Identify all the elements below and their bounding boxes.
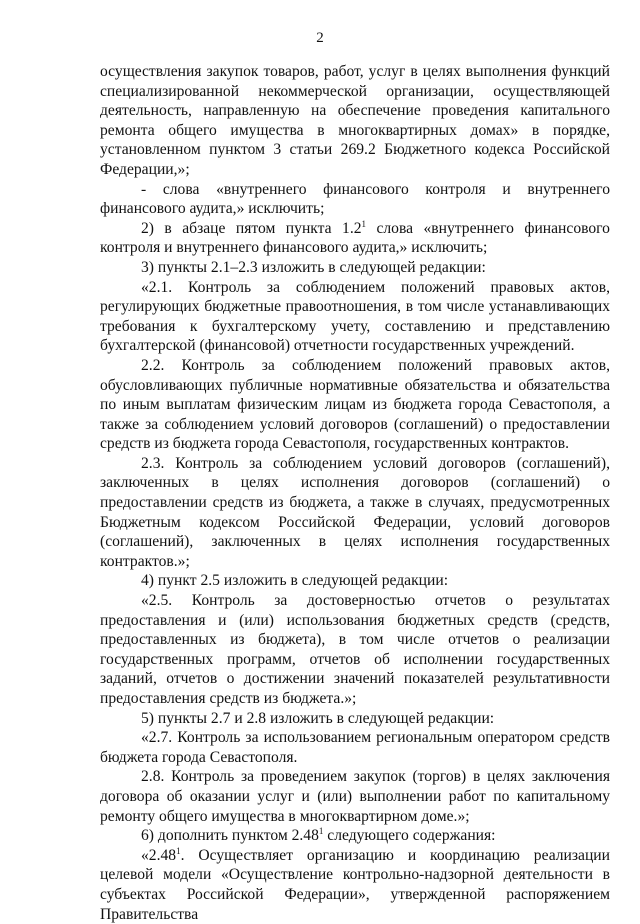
item-2-superscript: 1 <box>361 218 367 229</box>
paragraph-item-5: 5) пункты 2.7 и 2.8 изложить в следующей редакции: <box>141 709 495 727</box>
paragraph-clause-2-1: «2.1. Контроль за соблюдением положений правовых актов, регулирующих бюджетные правоотношения, в том числе устанавливающих требования к бухгалтерскому учету, составлению и представлению бухгалтерской (финансовой) отчетности государственных учреждений. <box>100 278 610 355</box>
paragraph-item-4: 4) пункт 2.5 изложить в следующей редакции: <box>141 572 449 590</box>
paragraph-clause-2-3: 2.3. Контроль за соблюдением условий договоров (соглашений), заключенных в целях исполнения договоров (соглашений) о предоставлении средств из бюджета, а также в случаях, предусмотренных Бюджетным кодексом Российской Федерации, условий договоров (соглашений), заключенных в целях исполнения государственных контрактов.»; <box>100 454 610 570</box>
item-2-text-after: слова «внутреннего финансового контроля и внутреннего финансового аудита,» исключить; <box>100 219 610 257</box>
item-6-text-after: следующего содержания: <box>323 827 496 845</box>
paragraph-item-2 <box>100 219 610 258</box>
document-body <box>100 62 610 924</box>
paragraph-clause-2-8: 2.8. Контроль за проведением закупок (торгов) в целях заключения договора об оказании услуг и (или) выполнении работ по капитальному ремонту общего имущества в многоквартирном доме.»; <box>100 768 610 825</box>
paragraph-item-3: 3) пункты 2.1–2.3 изложить в следующей редакции: <box>141 258 486 276</box>
paragraph-item-6 <box>100 826 610 846</box>
paragraph-clause-2-48-1 <box>100 846 610 924</box>
paragraph-words-internal-control: - слова «внутреннего финансового контроля и внутреннего финансового аудита,» исключить; <box>100 180 610 218</box>
paragraph-clause-2-2: 2.2. Контроль за соблюдением положений правовых актов, обусловливающих публичные нормативные обязательства и обязательства по иным выплатам физическим лицам из бюджета города Севастополя, а также за соблюдением условий договоров (соглашений) о предоставлении средств из бюджета города Севастополя, государственных контрактов. <box>100 356 610 453</box>
item-6-text-before: 6) дополнить пунктом 2.48 <box>141 827 319 845</box>
clause-2-48-1-text-before: «2.48 <box>141 846 177 864</box>
page-number: 2 <box>316 30 324 46</box>
clause-2-48-1-superscript: 1 <box>176 845 181 856</box>
paragraph-clause-2-5: «2.5. Контроль за достоверностью отчетов о результатах предоставления и (или) использования бюджетных средств (средств, предоставленных из бюджета), в том числе отчетов о реализации государственных программ, отчетов об исполнении государственных заданий, отчетов о достижении значений показателей результативности предоставления средств из бюджета.»; <box>100 592 610 707</box>
clause-2-48-1-text-after: . Осуществляет организацию и координацию реализации целевой модели «Осуществление контрольно-надзорной деятельности в субъектах Российской Федерации», утвержденной распоряжением Правительства <box>100 846 610 923</box>
paragraph-clause-2-7: «2.7. Контроль за использованием региональным оператором средств бюджета города Севастополя. <box>100 729 610 766</box>
item-2-text-before: 2) в абзаце пятом пункта 1.2 <box>141 219 362 237</box>
item-6-superscript: 1 <box>318 826 324 837</box>
paragraph-procurement-continuation: осуществления закупок товаров, работ, услуг в целях выполнения функций специализированной некоммерческой организации, осуществляющей деятельность, направленную на обеспечение проведения капитального ремонта общего имущества в многоквартирных домах» в порядке, установленном пунктом 3 статьи 269.2 Бюджетного кодекса Российской Федерации,»; <box>100 63 610 178</box>
